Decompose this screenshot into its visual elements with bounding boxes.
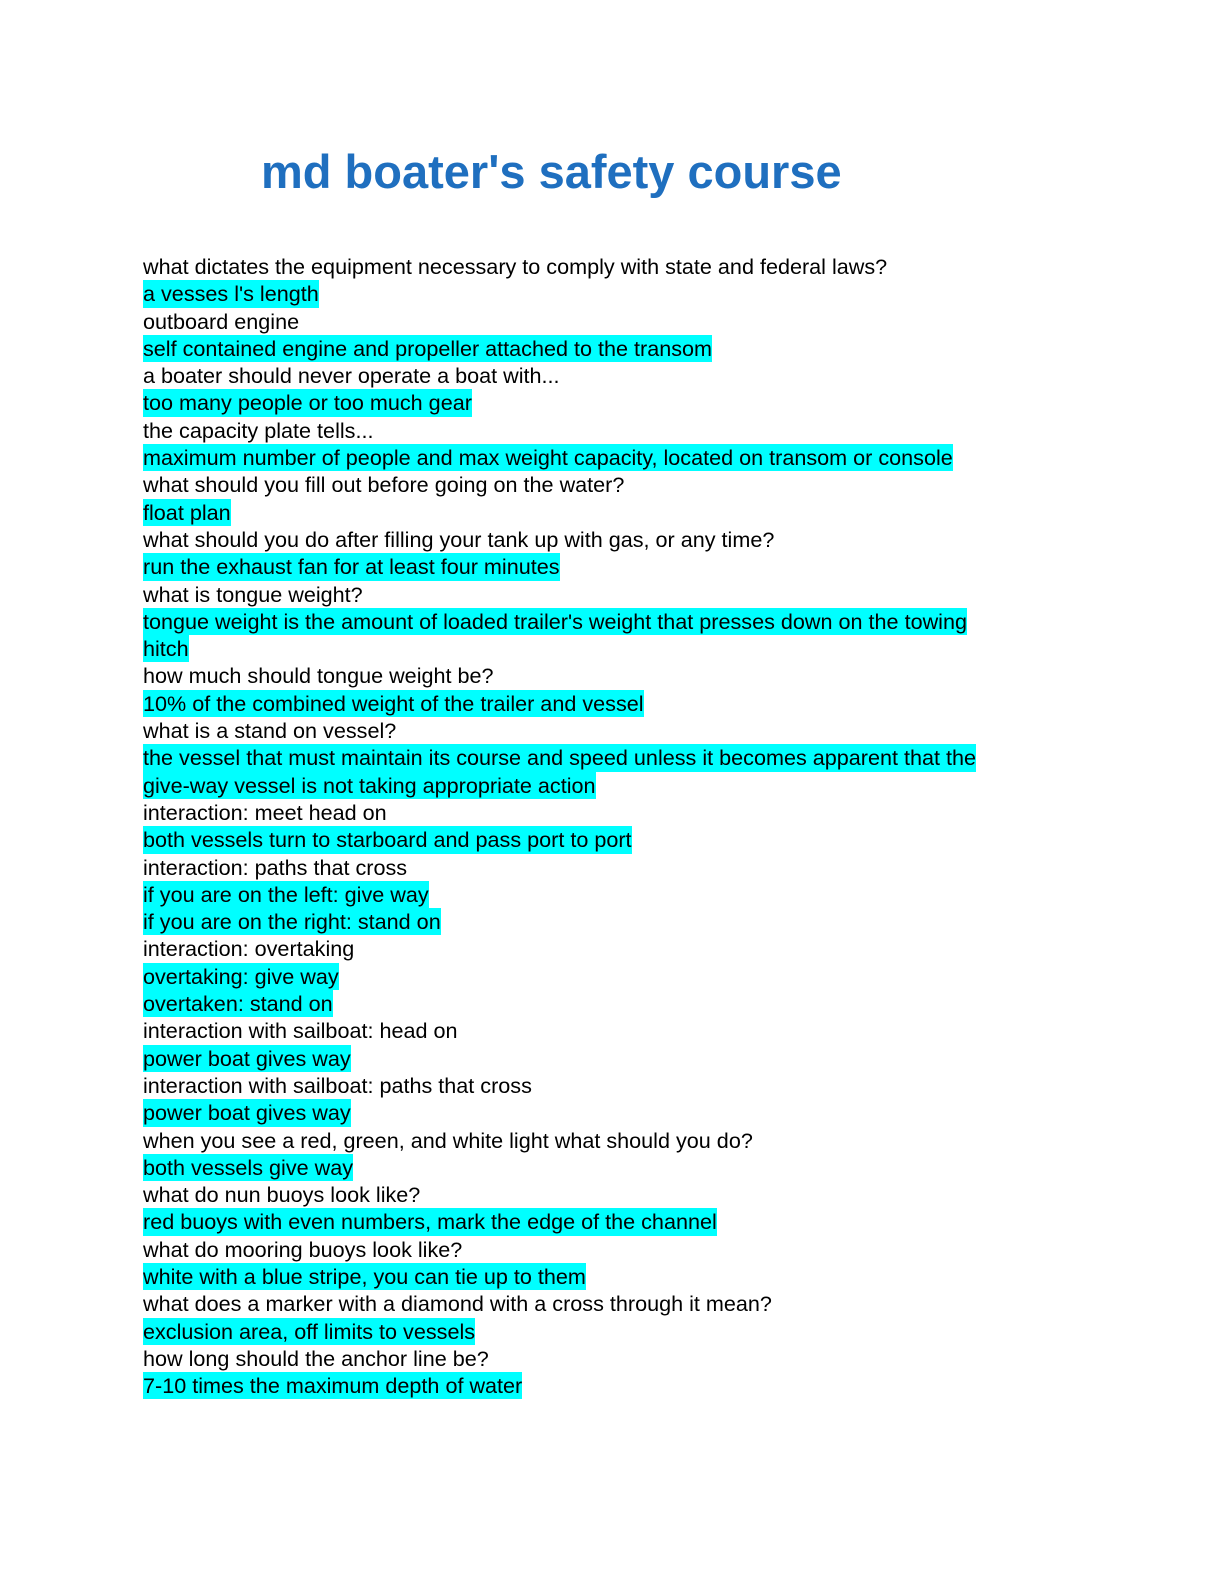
question-line bbox=[143, 935, 1083, 962]
question-text: interaction with sailboat: paths that cross bbox=[143, 1072, 532, 1098]
answer-text: float plan bbox=[143, 499, 231, 525]
answer-text: if you are on the left: give way bbox=[143, 881, 429, 907]
answer-line bbox=[143, 444, 1083, 471]
question-text: a boater should never operate a boat with... bbox=[143, 363, 560, 389]
answer-line bbox=[143, 772, 1083, 799]
answer-line bbox=[143, 908, 1083, 935]
question-line bbox=[143, 1345, 1083, 1372]
question-text: what should you fill out before going on the water? bbox=[143, 472, 625, 498]
question-text: what do mooring buoys look like? bbox=[143, 1236, 463, 1262]
answer-text: both vessels turn to starboard and pass port to port bbox=[143, 827, 632, 853]
answer-text: exclusion area, off limits to vessels bbox=[143, 1318, 476, 1344]
answer-line bbox=[143, 1099, 1083, 1126]
question-text: what is tongue weight? bbox=[143, 581, 363, 607]
answer-text: a vesses l's length bbox=[143, 281, 319, 307]
question-line bbox=[143, 717, 1083, 744]
question-line bbox=[143, 1072, 1083, 1099]
page-title: md boater's safety course bbox=[261, 145, 842, 198]
answer-text: maximum number of people and max weight capacity, located on transom or console bbox=[143, 445, 953, 471]
question-text: outboard engine bbox=[143, 308, 300, 334]
qa-list bbox=[143, 253, 1083, 1399]
question-line bbox=[143, 1290, 1083, 1317]
question-line bbox=[143, 799, 1083, 826]
answer-line bbox=[143, 280, 1083, 307]
question-line bbox=[143, 362, 1083, 389]
answer-line bbox=[143, 1154, 1083, 1181]
answer-text: white with a blue stripe, you can tie up to them bbox=[143, 1263, 586, 1289]
question-text: interaction: paths that cross bbox=[143, 854, 408, 880]
question-line bbox=[143, 417, 1083, 444]
question-line bbox=[143, 662, 1083, 689]
answer-line bbox=[143, 553, 1083, 580]
answer-text: overtaking: give way bbox=[143, 963, 339, 989]
answer-text: the vessel that must maintain its course and speed unless it becomes apparent that the bbox=[143, 745, 977, 771]
answer-text: tongue weight is the amount of loaded trailer's weight that presses down on the towing bbox=[143, 608, 967, 634]
answer-text: red buoys with even numbers, mark the edge of the channel bbox=[143, 1209, 717, 1235]
answer-line bbox=[143, 1318, 1083, 1345]
answer-line bbox=[143, 690, 1083, 717]
question-text: the capacity plate tells... bbox=[143, 417, 374, 443]
answer-line bbox=[143, 389, 1083, 416]
question-text: interaction with sailboat: head on bbox=[143, 1018, 458, 1044]
question-line bbox=[143, 1181, 1083, 1208]
answer-text: power boat gives way bbox=[143, 1045, 351, 1071]
question-text: interaction: meet head on bbox=[143, 799, 387, 825]
answer-text: 10% of the combined weight of the trailer and vessel bbox=[143, 690, 644, 716]
answer-line bbox=[143, 608, 1083, 635]
answer-line bbox=[143, 990, 1083, 1017]
question-text: interaction: overtaking bbox=[143, 936, 355, 962]
answer-text: give-way vessel is not taking appropriate action bbox=[143, 772, 596, 798]
question-line bbox=[143, 1017, 1083, 1044]
answer-text: 7-10 times the maximum depth of water bbox=[143, 1373, 523, 1399]
answer-line bbox=[143, 881, 1083, 908]
question-text: how long should the anchor line be? bbox=[143, 1345, 489, 1371]
answer-text: run the exhaust fan for at least four minutes bbox=[143, 554, 560, 580]
question-line bbox=[143, 253, 1083, 280]
question-line bbox=[143, 526, 1083, 553]
answer-text: too many people or too much gear bbox=[143, 390, 472, 416]
answer-line bbox=[143, 1045, 1083, 1072]
answer-line bbox=[143, 335, 1083, 362]
answer-text: overtaken: stand on bbox=[143, 991, 333, 1017]
answer-line bbox=[143, 963, 1083, 990]
question-text: what does a marker with a diamond with a cross through it mean? bbox=[143, 1291, 772, 1317]
answer-line bbox=[143, 635, 1083, 662]
question-text: what do nun buoys look like? bbox=[143, 1182, 421, 1208]
question-line bbox=[143, 1236, 1083, 1263]
answer-line bbox=[143, 1372, 1083, 1399]
question-text: what dictates the equipment necessary to comply with state and federal laws? bbox=[143, 254, 888, 279]
answer-line bbox=[143, 1208, 1083, 1235]
question-line bbox=[143, 1127, 1083, 1154]
answer-text: power boat gives way bbox=[143, 1100, 351, 1126]
question-text: how much should tongue weight be? bbox=[143, 663, 494, 689]
answer-text: hitch bbox=[143, 636, 189, 662]
question-line bbox=[143, 854, 1083, 881]
answer-line bbox=[143, 499, 1083, 526]
question-text: when you see a red, green, and white light what should you do? bbox=[143, 1127, 753, 1153]
answer-text: both vessels give way bbox=[143, 1154, 354, 1180]
answer-line bbox=[143, 1263, 1083, 1290]
question-text: what is a stand on vessel? bbox=[143, 718, 397, 744]
question-line bbox=[143, 471, 1083, 498]
answer-text: self contained engine and propeller attached to the transom bbox=[143, 335, 713, 361]
question-line bbox=[143, 581, 1083, 608]
question-text: what should you do after filling your tank up with gas, or any time? bbox=[143, 526, 775, 552]
answer-line bbox=[143, 826, 1083, 853]
answer-line bbox=[143, 744, 1083, 771]
answer-text: if you are on the right: stand on bbox=[143, 909, 441, 935]
question-line bbox=[143, 308, 1083, 335]
